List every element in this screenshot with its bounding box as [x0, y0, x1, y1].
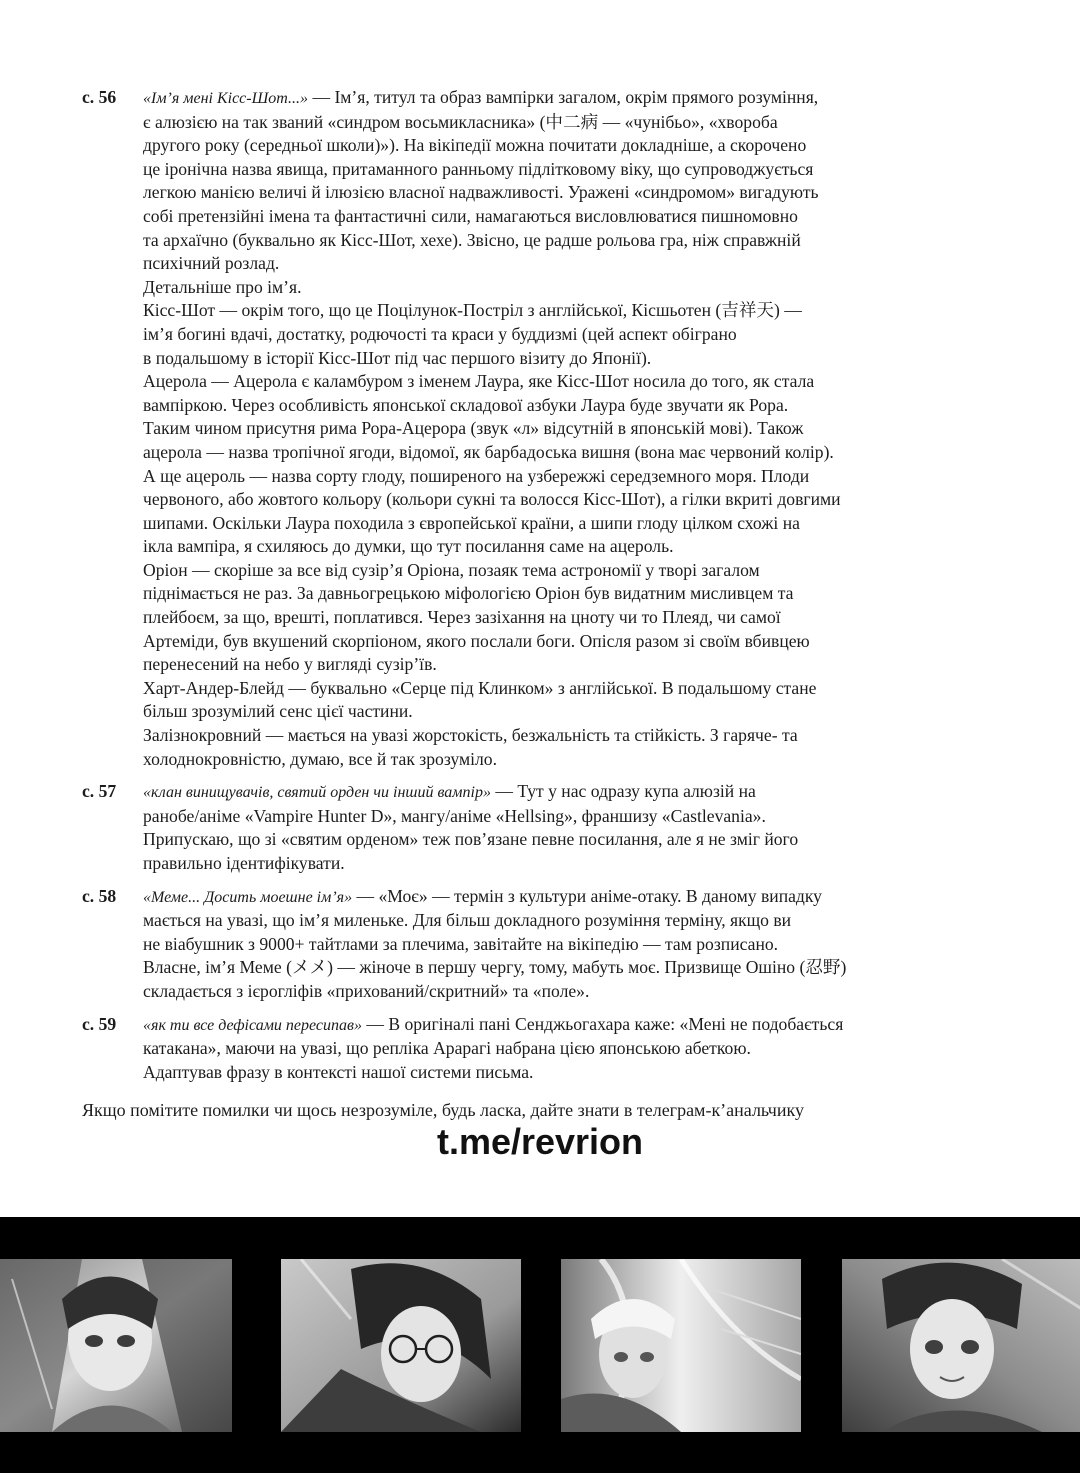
quoted-phrase: «клан винищувачів, святий орден чи інший вампір» [143, 784, 491, 802]
feedback-note: Якщо помітите помилки чи щось незрозуміле, будь ласка, дайте знати в телеграм-к’анальчику [82, 1100, 804, 1120]
note-text [143, 86, 1002, 771]
note-line-text: — Тут у нас одразу купа алюзій на [490, 781, 756, 802]
note-line [143, 111, 1002, 135]
note-line-text: Кісс-Шот — окрім того, що це Поцілунок-Постріл з англійської, Кісшьотен (吉祥天) — [143, 300, 802, 321]
quoted-phrase: «Меме... Досить моешне ім’я» [143, 888, 353, 906]
note-line-text: Артеміди, був вкушений скорпіоном, якого послали боги. Опісля разом зі своїм вбивцею [143, 630, 810, 651]
note-line-text: Таким чином присутня рима Рора-Ацерора (звук «л» відсутній в японській мові). Також [143, 418, 804, 439]
translator-notes [82, 86, 1002, 1093]
note-line [143, 677, 1002, 701]
note-line-text: ранобе/аніме «Vampire Hunter D», мангу/аніме «Hellsing», франшизу «Castlevania». [143, 805, 766, 826]
page-reference: с. 57 [82, 781, 117, 802]
note-line-text: плейбоєм, за що, врешті, поплатився. Через зазіхання на цноту чи то Плеяд, чи самої [143, 607, 781, 628]
note-line [143, 724, 1002, 748]
character-illustration-4 [842, 1259, 1080, 1432]
page-reference: с. 59 [82, 1013, 117, 1034]
character-illustration-2 [281, 1259, 521, 1432]
note-line [143, 606, 1002, 630]
note-line [143, 276, 1002, 300]
note-line-text: перенесений на небо у вигляді сузір’їв. [143, 654, 437, 675]
note-line-text: Залізнокровний — мається на увазі жорстокість, безжальність та стійкість. З гаряче- та [143, 725, 798, 746]
note-line-text: більш зрозумілий сенс цієї частини. [143, 701, 413, 722]
note-line [143, 980, 1002, 1004]
character-illustration-3 [561, 1259, 801, 1432]
note-line [143, 909, 1002, 933]
character-illustration-1 [0, 1259, 232, 1432]
note-line-text: це іронічна назва явища, притаманного ранньому підлітковому віку, що супроводжується [143, 158, 814, 179]
note-line-text: та архаїчно (буквально як Кісс-Шот, хехе). Звісно, це радше рольова гра, ніж справжній [143, 229, 801, 250]
note-line-text: собі претензійні імена та фантастичні сили, намагаються висловлюватися пишномовно [143, 205, 798, 226]
note-line [143, 181, 1002, 205]
note-line-text: є алюзією на так званий «синдром восьмикласника» (中二病 — «чунібьо», «хвороба [143, 111, 778, 132]
note-line [143, 535, 1002, 559]
note-text [143, 1013, 1002, 1085]
note-entry [82, 86, 1002, 771]
note-line-text: другого року (середньої школи)»). На вікіпедії можна почитати докладніше, а скорочено [143, 135, 807, 156]
note-line-text: вампіркою. Через особливість японської складової азбуки Лаура буде звучати як Рора. [143, 394, 789, 415]
note-line [143, 205, 1002, 229]
note-line-text: правильно ідентифікувати. [143, 853, 345, 873]
note-line [143, 252, 1002, 276]
note-line [143, 347, 1002, 371]
page-reference: с. 56 [82, 87, 117, 107]
note-line [143, 134, 1002, 158]
note-line-text: червоного, або жовтого кольору (кольори сукні та волосся Кісс-Шот), а гілки вкриті довгими [143, 489, 841, 510]
note-line-text: не віабушник з 9000+ тайтлами за плечима, завітайте на вікіпедію — там розписано. [143, 933, 779, 954]
note-line [143, 582, 1002, 606]
note-line-text: — Ім’я, титул та образ вампірки загалом, окрім прямого розуміння, [308, 87, 819, 107]
note-line [143, 1013, 1002, 1038]
note-line [143, 488, 1002, 512]
note-line-text: Харт-Андер-Блейд — буквально «Серце під Клинком» з англійської. В подальшому стане [143, 677, 817, 698]
note-line [143, 780, 1002, 805]
note-line-text: Власне, ім’я Меме (メメ) — жіноче в першу чергу, тому, мабуть моє. Призвище Ошіно (忍野) [143, 957, 847, 978]
note-line-text: — В оригіналі пані Сенджьогахара каже: «Мені не подобається [361, 1013, 844, 1034]
note-line-text: легкою манією величі й ілюзією власної надважливості. Уражені «синдромом» вигадують [143, 182, 819, 203]
note-line [143, 559, 1002, 583]
note-line [143, 465, 1002, 489]
note-line-text: Детальніше про ім’я. [143, 276, 302, 297]
note-line [143, 630, 1002, 654]
note-line [143, 653, 1002, 677]
note-line [143, 852, 1002, 876]
page-reference: с. 58 [82, 885, 117, 906]
note-line [143, 1061, 1002, 1085]
note-line-text: складається з ієрогліфів «прихований/скритний» та «поле». [143, 980, 590, 1001]
note-line-text: психічний розлад. [143, 253, 280, 274]
note-line [143, 885, 1002, 910]
note-line [143, 158, 1002, 182]
note-line-text: Ацерола — Ацерола є каламбуром з іменем Лаура, яке Кісс-Шот носила до того, як стала [143, 371, 815, 392]
note-line-text: Оріон — скоріше за все від сузір’я Оріона, позаяк тема астрономії у творі загалом [143, 559, 760, 580]
note-line [143, 299, 1002, 323]
note-line [143, 86, 1002, 111]
quoted-phrase: «як ти все дефісами пересипав» [143, 1016, 362, 1034]
note-entry [82, 1013, 1002, 1085]
note-line-text: шипами. Оскільки Лаура походила з європейської країни, а шипи глоду цілком схожі на [143, 512, 800, 533]
note-line-text: Припускаю, що зі «святим орденом» теж пов’язане певне посилання, але я не зміг його [143, 829, 799, 850]
note-text [143, 780, 1002, 875]
quoted-phrase: «Ім’я мені Кісс-Шот...» [143, 90, 309, 107]
note-line [143, 417, 1002, 441]
note-entry [82, 780, 1002, 875]
note-line [143, 441, 1002, 465]
note-line-text: піднімається не раз. За давньогрецькою міфологією Оріон був видатним мисливцем та [143, 583, 794, 604]
note-line-text: ацерола — назва тропічної ягоди, відомої, як барбадоська вишня (вона має червоний колір). [143, 441, 834, 462]
note-line-text: в подальшому в історії Кісс-Шот під час першого візиту до Японії). [143, 347, 652, 368]
note-line [143, 370, 1002, 394]
note-line-text: холоднокровністю, думаю, все й так зрозуміло. [143, 748, 497, 769]
note-entry [82, 885, 1002, 1004]
note-line [143, 933, 1002, 957]
note-line [143, 323, 1002, 347]
note-line [143, 748, 1002, 772]
note-line-text: мається на увазі, що ім’я миленьке. Для більш докладного розуміння терміну, якщо ви [143, 910, 792, 931]
note-line [143, 700, 1002, 724]
note-line-text: ім’я богині вдачі, достатку, родючості та краси у буддизмі (цей аспект обіграно [143, 323, 737, 344]
note-line-text: А ще ацероль — назва сорту глоду, поширеного на узбережжі середземного моря. Плоди [143, 465, 810, 486]
note-line [143, 805, 1002, 829]
character-gallery-strip [0, 1217, 1080, 1473]
note-line [143, 956, 1002, 980]
note-line [143, 394, 1002, 418]
note-line-text: Адаптував фразу в контексті нашої системи письма. [143, 1061, 534, 1082]
telegram-channel-link[interactable]: t.me/revrion [436, 1121, 644, 1162]
note-line [143, 828, 1002, 852]
note-line-text: — «Моє» — термін з культури аніме-отаку. В даному випадку [352, 885, 822, 906]
note-line [143, 1037, 1002, 1061]
note-text [143, 885, 1002, 1004]
note-line-text: катакана», маючи на увазі, що репліка Арарагі набрана цією японською абеткою. [143, 1038, 751, 1059]
note-line [143, 229, 1002, 253]
note-line [143, 512, 1002, 536]
note-line-text: ікла вампіра, я схиляюсь до думки, що тут посилання саме на ацероль. [143, 536, 674, 557]
